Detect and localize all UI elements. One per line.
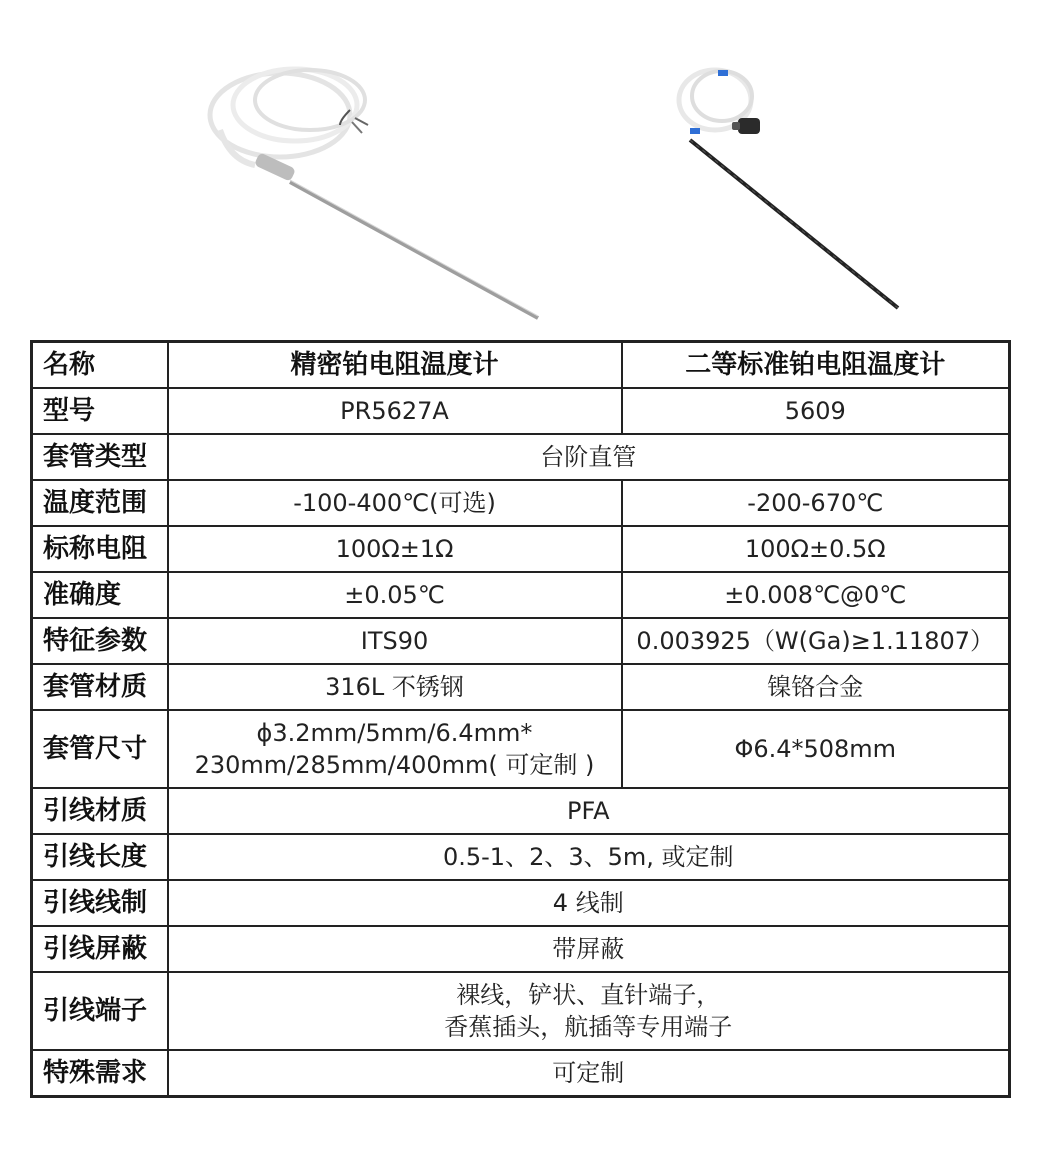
cell-line: 香蕉插头，航插等专用端子 xyxy=(444,1013,733,1041)
row-label: 名称 xyxy=(32,342,168,389)
cell-span: 带屏蔽 xyxy=(168,926,1010,972)
cell-b: -200-670℃ xyxy=(622,480,1010,526)
cell-span: 4 线制 xyxy=(168,880,1010,926)
row-label: 特殊需求 xyxy=(32,1050,168,1097)
cell-line: ϕ3.2mm/5mm/6.4mm* xyxy=(256,719,533,747)
cell-a: PR5627A xyxy=(168,388,622,434)
table-row xyxy=(32,972,1010,1050)
product-photo-pr5627a xyxy=(200,0,560,330)
product-photo-5609 xyxy=(660,0,920,330)
row-label: 引线端子 xyxy=(32,972,168,1050)
thermometer-image-right xyxy=(660,0,920,330)
cell-span: 0.5-1、2、3、5m, 或定制 xyxy=(168,834,1010,880)
table-row xyxy=(32,880,1010,926)
row-label: 套管尺寸 xyxy=(32,710,168,788)
table-row xyxy=(32,572,1010,618)
cell-a: 精密铂电阻温度计 xyxy=(168,342,622,389)
cell-b: 5609 xyxy=(622,388,1010,434)
cell-a: 100Ω±1Ω xyxy=(168,526,622,572)
cell-span: PFA xyxy=(168,788,1010,834)
cell-line: 裸线，铲状、直针端子， xyxy=(456,981,721,1009)
table-row xyxy=(32,526,1010,572)
cell-a: ±0.05℃ xyxy=(168,572,622,618)
table-row xyxy=(32,480,1010,526)
table-row xyxy=(32,342,1010,389)
row-label: 准确度 xyxy=(32,572,168,618)
table-row xyxy=(32,834,1010,880)
table-row xyxy=(32,388,1010,434)
cell-b: 二等标准铂电阻温度计 xyxy=(622,342,1010,389)
cell-b: 镍铬合金 xyxy=(622,664,1010,710)
row-label: 特征参数 xyxy=(32,618,168,664)
table-row xyxy=(32,1050,1010,1097)
table-row xyxy=(32,434,1010,480)
cell-span: 可定制 xyxy=(168,1050,1010,1097)
spec-table xyxy=(30,340,1011,1098)
row-label: 引线线制 xyxy=(32,880,168,926)
cell-b: ±0.008℃@0℃ xyxy=(622,572,1010,618)
thermometer-image-left xyxy=(200,0,560,330)
table-row xyxy=(32,926,1010,972)
cell-b: 100Ω±0.5Ω xyxy=(622,526,1010,572)
cell-a: ITS90 xyxy=(168,618,622,664)
cell-line: 230mm/285mm/400mm( 可定制 ) xyxy=(194,751,595,779)
cell-b: Φ6.4*508mm xyxy=(622,710,1010,788)
cell-span: 台阶直管 xyxy=(168,434,1010,480)
cell-a: 316L 不锈钢 xyxy=(168,664,622,710)
cell-a: -100-400℃(可选) xyxy=(168,480,622,526)
table-row xyxy=(32,788,1010,834)
row-label: 引线材质 xyxy=(32,788,168,834)
row-label: 型号 xyxy=(32,388,168,434)
cell-a xyxy=(168,710,622,788)
row-label: 套管类型 xyxy=(32,434,168,480)
row-label: 套管材质 xyxy=(32,664,168,710)
cell-span xyxy=(168,972,1010,1050)
table-row xyxy=(32,710,1010,788)
row-label: 温度范围 xyxy=(32,480,168,526)
cell-b: 0.003925（W(Ga)≥1.11807） xyxy=(622,618,1010,664)
table-row xyxy=(32,664,1010,710)
row-label: 标称电阻 xyxy=(32,526,168,572)
row-label: 引线屏蔽 xyxy=(32,926,168,972)
table-row xyxy=(32,618,1010,664)
row-label: 引线长度 xyxy=(32,834,168,880)
